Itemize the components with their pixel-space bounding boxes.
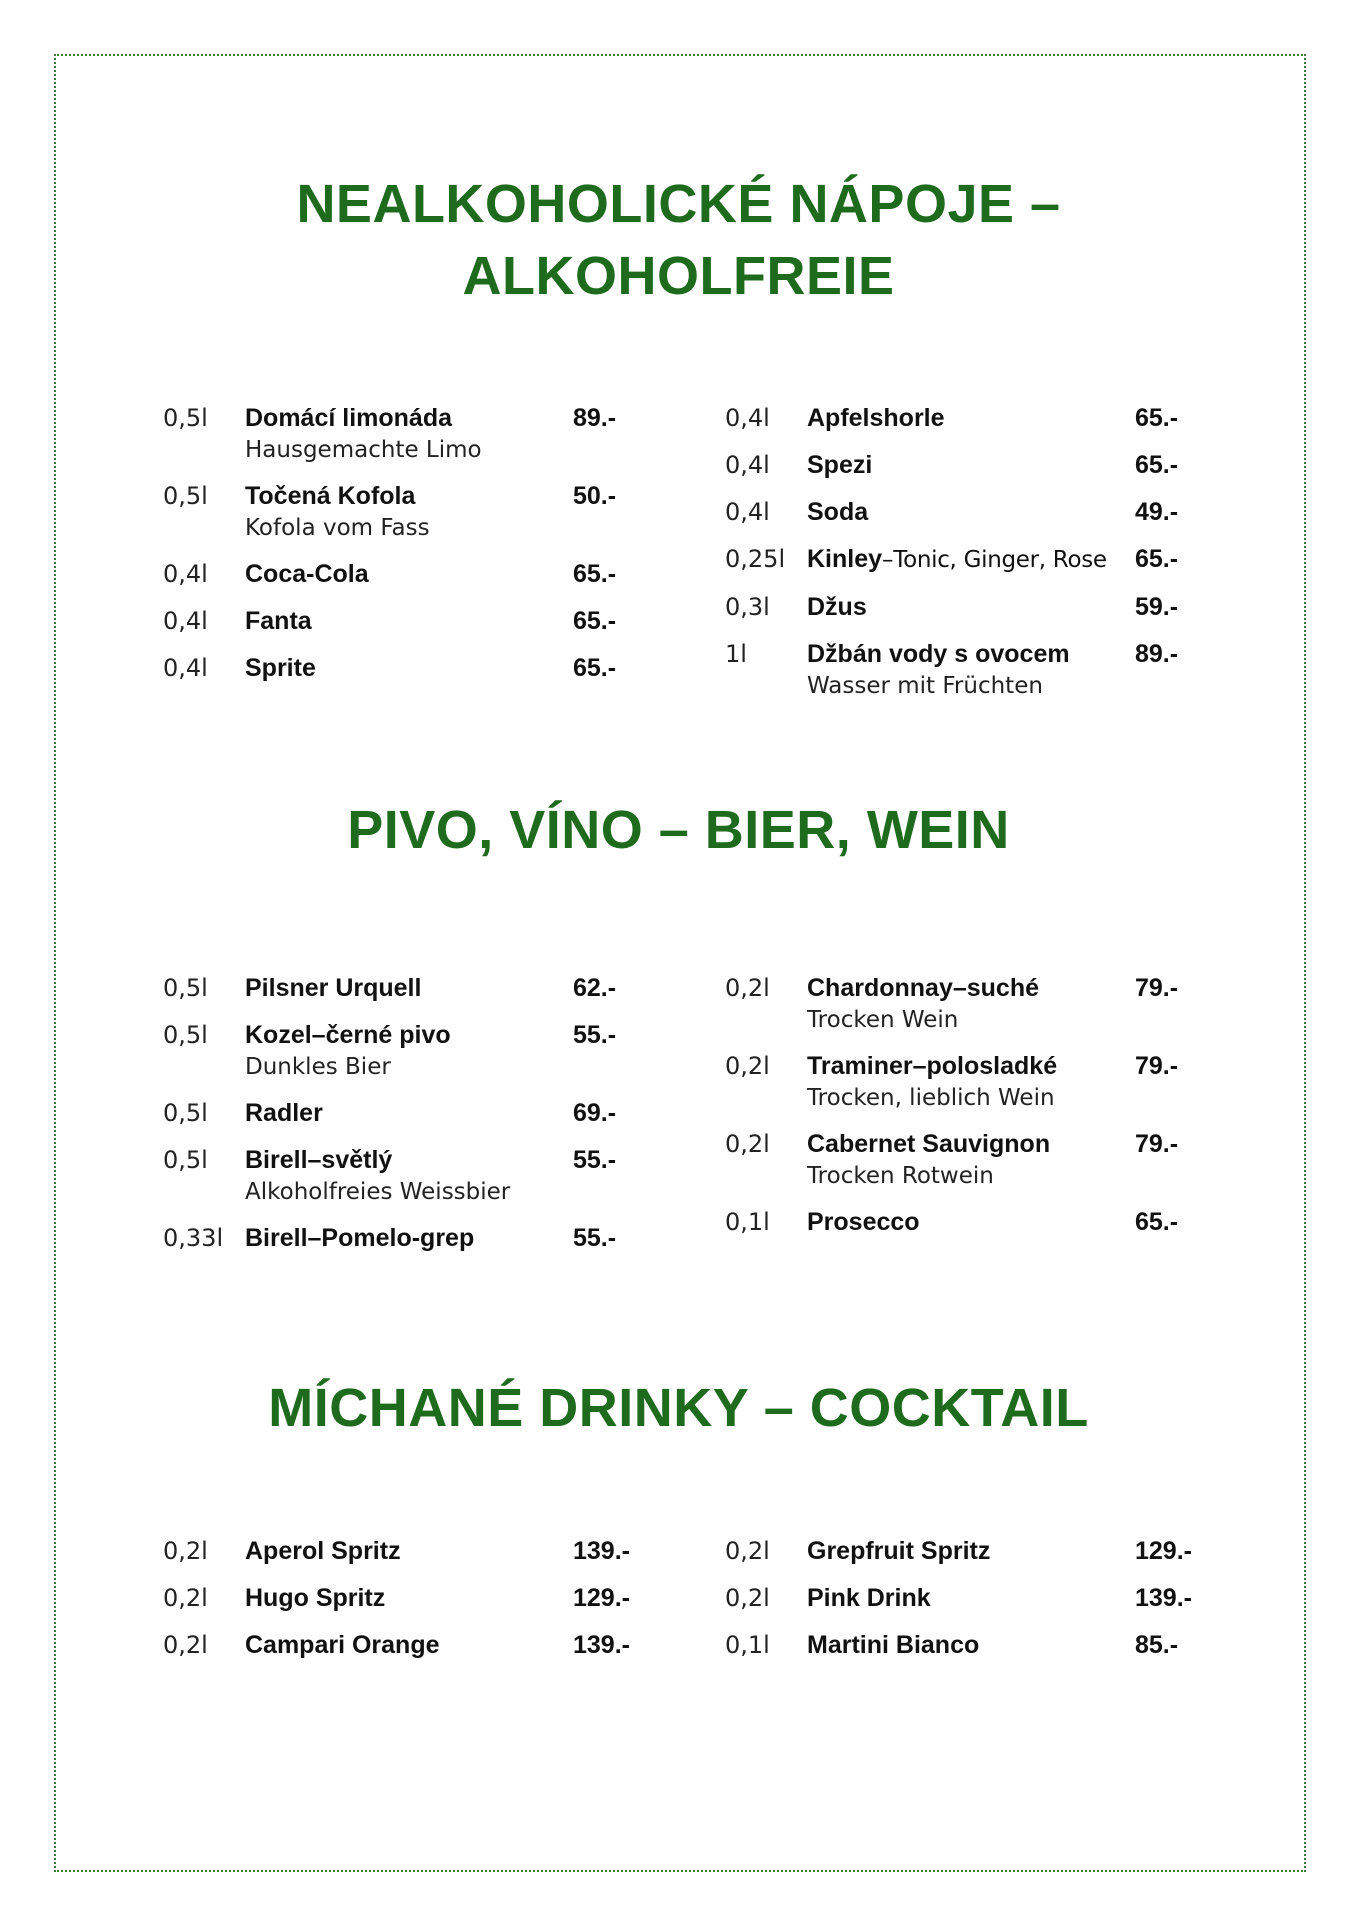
item-name-text: Aperol Spritz (245, 1537, 401, 1565)
item-price: 69.- (573, 1099, 617, 1127)
item-name-text: Soda (807, 498, 869, 526)
menu-item (725, 1629, 1245, 1662)
item-price: 59.- (1135, 593, 1179, 621)
menu-item (163, 480, 683, 544)
item-name (807, 543, 1132, 577)
item-volume: 0,5l (163, 482, 208, 510)
item-volume: 0,4l (725, 404, 770, 432)
item-name (245, 1629, 570, 1662)
item-name-text: Kinley (807, 545, 883, 573)
item-name (807, 1535, 1132, 1568)
item-name-text: Radler (245, 1099, 323, 1127)
menu-item (163, 972, 683, 1005)
menu-item (725, 543, 1245, 577)
item-price: 79.- (1135, 1130, 1179, 1158)
item-volume: 0,2l (163, 1584, 208, 1612)
item-name (807, 1128, 1132, 1161)
item-price: 89.- (573, 404, 617, 432)
beer-wine-left-column (163, 972, 683, 1269)
item-price: 55.- (573, 1146, 617, 1174)
item-name-text: Apfelshorle (807, 404, 945, 432)
item-volume: 0,4l (163, 607, 208, 635)
item-name (807, 1582, 1132, 1615)
section-heading-beer-wine (0, 794, 1357, 866)
item-name-text: Džus (807, 593, 867, 621)
item-price: 65.- (1135, 404, 1179, 432)
menu-item (725, 1535, 1245, 1568)
item-name-text: Pilsner Urquell (245, 974, 422, 1002)
item-name (245, 1144, 570, 1177)
heading-line: ALKOHOLFREIE (462, 246, 895, 306)
item-price: 50.- (573, 482, 617, 510)
item-volume: 0,4l (725, 498, 770, 526)
item-name (807, 638, 1132, 671)
item-name-text: Martini Bianco (807, 1631, 980, 1659)
item-name-text: Birell–světlý (245, 1146, 393, 1174)
item-volume: 0,2l (725, 974, 770, 1002)
menu-item (725, 638, 1245, 702)
menu-item (163, 1222, 683, 1255)
item-volume: 0,5l (163, 1146, 208, 1174)
section-heading-nonalcoholic (0, 168, 1357, 312)
item-name (245, 652, 570, 685)
menu-item (163, 1535, 683, 1568)
item-volume: 0,2l (725, 1537, 770, 1565)
item-name-text: Sprite (245, 654, 316, 682)
item-name-text: Grepfruit Spritz (807, 1537, 991, 1565)
item-price: 85.- (1135, 1631, 1179, 1659)
item-name (245, 1019, 570, 1052)
item-name-text: Kozel–černé pivo (245, 1021, 451, 1049)
menu-item (725, 1128, 1245, 1192)
item-volume: 0,5l (163, 1021, 208, 1049)
item-subtitle: Hausgemachte Limo (245, 437, 482, 463)
menu-item (725, 1206, 1245, 1239)
item-subtitle: Kofola vom Fass (245, 515, 430, 541)
section-heading-cocktails (0, 1372, 1357, 1444)
item-name-text: Chardonnay–suché (807, 974, 1040, 1002)
item-name-text: Traminer–polosladké (807, 1052, 1058, 1080)
item-name-text: Domácí limonáda (245, 404, 452, 432)
item-volume: 0,4l (163, 654, 208, 682)
item-name (807, 1629, 1132, 1662)
item-name-text: Džbán vody s ovocem (807, 640, 1070, 668)
item-price: 55.- (573, 1021, 617, 1049)
menu-item (163, 605, 683, 638)
heading-line: NEALKOHOLICKÉ NÁPOJE – (296, 174, 1061, 234)
item-price: 65.- (1135, 1208, 1179, 1236)
item-name-text: Točená Kofola (245, 482, 416, 510)
beer-wine-right-column (725, 972, 1245, 1253)
item-volume: 0,5l (163, 1099, 208, 1127)
item-price: 79.- (1135, 1052, 1179, 1080)
cocktails-left-column (163, 1535, 683, 1676)
item-volume: 0,2l (725, 1130, 770, 1158)
item-price: 65.- (573, 560, 617, 588)
item-volume: 0,5l (163, 404, 208, 432)
menu-item (725, 1050, 1245, 1114)
menu-item (163, 1582, 683, 1615)
item-name (245, 1097, 570, 1130)
menu-item (163, 1097, 683, 1130)
item-price: 65.- (573, 607, 617, 635)
item-price: 65.- (573, 654, 617, 682)
nonalcoholic-right-column (725, 402, 1245, 716)
item-name (245, 480, 570, 513)
item-name-text: Pink Drink (807, 1584, 931, 1612)
item-volume: 0,25l (725, 545, 786, 573)
item-price: 89.- (1135, 640, 1179, 668)
item-name (245, 1535, 570, 1568)
menu-item (725, 496, 1245, 529)
item-name (245, 1222, 570, 1255)
menu-item (163, 1629, 683, 1662)
menu-item (725, 1582, 1245, 1615)
item-name-text: Prosecco (807, 1208, 920, 1236)
item-name (245, 1582, 570, 1615)
item-price: 129.- (573, 1584, 630, 1612)
item-price: 129.- (1135, 1537, 1192, 1565)
menu-item (163, 558, 683, 591)
item-volume: 0,4l (725, 451, 770, 479)
item-price: 139.- (573, 1537, 630, 1565)
item-volume: 0,2l (163, 1537, 208, 1565)
item-price: 62.- (573, 974, 617, 1002)
item-name-text: Coca-Cola (245, 560, 369, 588)
item-volume: 0,2l (725, 1052, 770, 1080)
menu-item (725, 972, 1245, 1036)
item-name (807, 1050, 1132, 1083)
menu-item (163, 1144, 683, 1208)
item-volume: 0,2l (163, 1631, 208, 1659)
item-name-text: Hugo Spritz (245, 1584, 386, 1612)
item-name-text: Spezi (807, 451, 873, 479)
item-name (245, 605, 570, 638)
item-name (807, 972, 1132, 1005)
item-price: 139.- (573, 1631, 630, 1659)
item-subtitle: Trocken, lieblich Wein (807, 1085, 1055, 1111)
item-subtitle: Wasser mit Früchten (807, 673, 1043, 699)
item-price: 49.- (1135, 498, 1179, 526)
item-volume: 0,33l (163, 1224, 224, 1252)
item-price: 65.- (1135, 451, 1179, 479)
menu-item (725, 402, 1245, 435)
item-inline-note: –Tonic, Ginger, Rose (882, 547, 1107, 573)
cocktails-right-column (725, 1535, 1245, 1676)
item-volume: 0,1l (725, 1208, 770, 1236)
heading-line: PIVO, VÍNO – BIER, WEIN (347, 800, 1010, 860)
item-volume: 0,1l (725, 1631, 770, 1659)
menu-item (725, 591, 1245, 624)
menu-item (163, 652, 683, 685)
item-volume: 1l (725, 640, 747, 668)
item-name-text: Birell–Pomelo-grep (245, 1224, 475, 1252)
item-price: 55.- (573, 1224, 617, 1252)
item-volume: 0,5l (163, 974, 208, 1002)
item-subtitle: Dunkles Bier (245, 1054, 391, 1080)
nonalcoholic-left-column (163, 402, 683, 699)
item-name-text: Fanta (245, 607, 312, 635)
item-subtitle: Alkoholfreies Weissbier (245, 1179, 511, 1205)
item-name-text: Cabernet Sauvignon (807, 1130, 1051, 1158)
item-subtitle: Trocken Rotwein (807, 1163, 994, 1189)
item-name (807, 449, 1132, 482)
item-name (245, 558, 570, 591)
item-volume: 0,4l (163, 560, 208, 588)
menu-item (163, 1019, 683, 1083)
menu-item (163, 402, 683, 466)
item-price: 65.- (1135, 545, 1179, 573)
heading-line: MÍCHANÉ DRINKY – COCKTAIL (268, 1378, 1089, 1438)
item-name (245, 972, 570, 1005)
item-name-text: Campari Orange (245, 1631, 440, 1659)
item-price: 79.- (1135, 974, 1179, 1002)
item-name (245, 402, 570, 435)
item-name (807, 402, 1132, 435)
item-volume: 0,2l (725, 1584, 770, 1612)
item-name (807, 496, 1132, 529)
item-volume: 0,3l (725, 593, 770, 621)
menu-item (725, 449, 1245, 482)
item-subtitle: Trocken Wein (807, 1007, 959, 1033)
item-name (807, 1206, 1132, 1239)
item-price: 139.- (1135, 1584, 1192, 1612)
item-name (807, 591, 1132, 624)
